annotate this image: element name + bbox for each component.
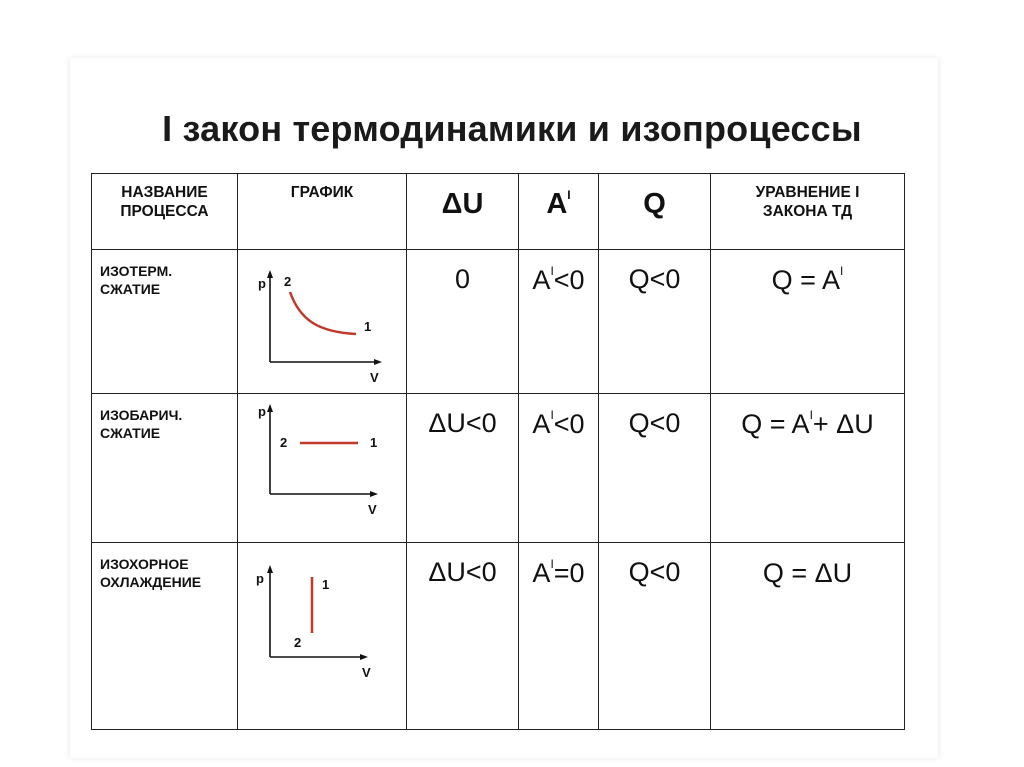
v-axis-label: V: [368, 502, 377, 517]
v-axis-arrow-icon: [374, 359, 382, 365]
p-axis-arrow-icon: [267, 404, 273, 412]
point-start-label: 2: [280, 435, 288, 450]
header-q: Q: [599, 174, 711, 250]
du-value: ΔU<0: [407, 394, 519, 543]
v-axis-label: V: [362, 665, 371, 680]
q-value: Q<0: [599, 394, 711, 543]
v-axis-arrow-icon: [360, 654, 368, 660]
table-row: [92, 543, 905, 730]
a-value: $A^I<0$: [519, 394, 599, 543]
point-start-label: 1: [322, 577, 330, 592]
equation-value: $Q = A^I$: [711, 250, 905, 394]
table-row: [92, 394, 905, 543]
header-graph: ГРАФИК: [238, 174, 407, 250]
process-name: ИЗОТЕРМ. СЖАТИЕ: [92, 250, 238, 394]
p-axis-label: p: [258, 404, 266, 419]
p-axis-arrow-icon: [267, 270, 273, 278]
a-value: $A^I=0$: [519, 543, 599, 730]
point-end-label: 2: [294, 635, 302, 650]
q-value: Q<0: [599, 250, 711, 394]
header-a: $A^I$: [519, 174, 599, 250]
pv-graph-isobaric: [238, 394, 406, 542]
pv-graph-isothermal: [238, 250, 406, 393]
thermo-table: [91, 173, 905, 730]
isotherm-curve: [290, 292, 356, 334]
graph-cell: [238, 250, 407, 394]
du-value: ΔU<0: [407, 543, 519, 730]
p-axis-arrow-icon: [267, 565, 273, 573]
a-value: $A^I<0$: [519, 250, 599, 394]
p-axis-label: p: [256, 571, 264, 586]
pv-graph-isochoric: [238, 543, 406, 729]
v-axis-arrow-icon: [370, 491, 378, 497]
equation-value: Q = ΔU: [711, 543, 905, 730]
v-axis-label: V: [370, 370, 379, 385]
slide-title: I закон термодинамики и изопроцессы: [162, 108, 862, 149]
header-process: НАЗВАНИЕ ПРОЦЕССА: [92, 174, 238, 250]
equation-value: $Q = A^I+ \Delta U$: [711, 394, 905, 543]
q-value: Q<0: [599, 543, 711, 730]
process-name: ИЗОХОРНОЕ ОХЛАЖДЕНИЕ: [92, 543, 238, 730]
graph-cell: [238, 543, 407, 730]
p-axis-label: p: [258, 276, 266, 291]
table-row: [92, 250, 905, 394]
du-value: 0: [407, 250, 519, 394]
header-row: [92, 174, 905, 250]
point-start-label: 2: [284, 274, 292, 289]
process-name: ИЗОБАРИЧ. СЖАТИЕ: [92, 394, 238, 543]
header-du: ΔU: [407, 174, 519, 250]
graph-cell: [238, 394, 407, 543]
point-end-label: 1: [364, 319, 372, 334]
header-equation: УРАВНЕНИЕ I ЗАКОНА ТД: [711, 174, 905, 250]
point-end-label: 1: [370, 435, 378, 450]
